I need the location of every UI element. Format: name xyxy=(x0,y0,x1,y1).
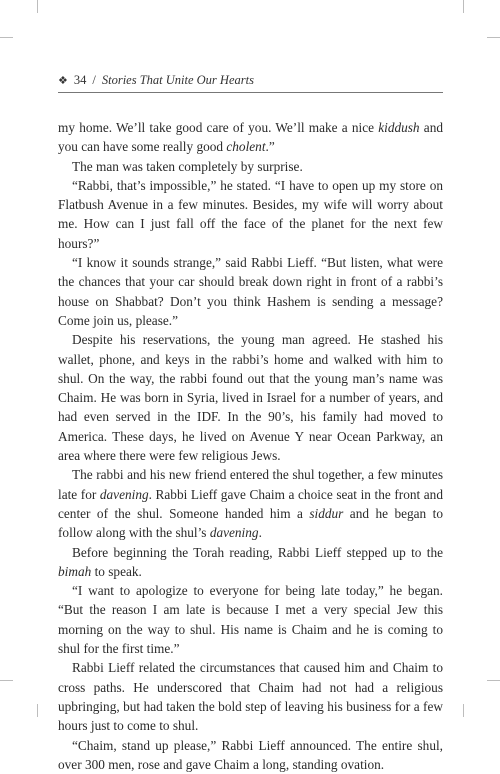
italic-term: davening xyxy=(100,487,149,502)
paragraph xyxy=(58,330,443,465)
paragraph xyxy=(58,157,443,176)
crop-mark xyxy=(37,704,38,717)
crop-mark xyxy=(37,0,38,13)
text-run: “Chaim, stand up please,” Rabbi Lieff announced. The entire shul, over 300 men, rose and gave Chaim a long, standing ovation. xyxy=(58,738,443,772)
text-run: . Rabbi Lieff gave Chaim a choice seat in the front and center of the shul. Someone handed him a xyxy=(58,487,443,521)
text-run: “Rabbi, that’s impossible,” he stated. “I have to open up my store on Flatbush Avenue in a few minutes. Besides, my wife will worry about me. How can I just fall off the face of the planet for the next few hours?” xyxy=(58,178,443,251)
running-head xyxy=(58,72,443,89)
italic-term: kiddush xyxy=(378,120,419,135)
page-number: 34 xyxy=(74,73,87,87)
crop-mark xyxy=(463,704,464,717)
paragraph xyxy=(58,253,443,330)
paragraph xyxy=(58,176,443,253)
italic-term: bimah xyxy=(58,564,91,579)
italic-term: siddur xyxy=(309,506,343,521)
text-run: . xyxy=(259,525,262,540)
text-run: Before beginning the Torah reading, Rabbi Lieff stepped up to the xyxy=(72,545,443,560)
text-run: The man was taken completely by surprise. xyxy=(72,159,303,174)
text-run: .” xyxy=(266,139,275,154)
text-run: and you can have some really good xyxy=(58,120,443,154)
crop-mark xyxy=(0,680,13,681)
paragraph xyxy=(58,658,443,735)
crop-mark xyxy=(487,680,500,681)
crop-mark xyxy=(0,37,13,38)
text-run: my home. We’ll take good care of you. We’ll make a nice xyxy=(58,120,378,135)
italic-term: cholent xyxy=(226,139,265,154)
text-run: The rabbi and his new friend entered the shul together, a few minutes late for xyxy=(58,467,443,501)
ornament-icon: ❖ xyxy=(58,75,68,87)
paragraph xyxy=(58,736,443,774)
crop-mark xyxy=(487,37,500,38)
paragraph xyxy=(58,118,443,157)
book-title: Stories That Unite Our Hearts xyxy=(102,73,254,87)
header-rule xyxy=(58,92,443,93)
paragraph xyxy=(58,465,443,542)
text-run: “I want to apologize to everyone for being late today,” he began. “But the reason I am late is because I met a very special Jew this morning on the way to shul. His name is Chaim and he is coming to shul for the first time.” xyxy=(58,583,443,656)
text-run: Despite his reservations, the young man agreed. He stashed his wallet, phone, and keys in the rabbi’s home and walked with him to shul. On the way, the rabbi found out that the young man’s name was Chaim. He was born in Syria, lived in Israel for a number of years, and had even served in the IDF. In the 90’s, his family had moved to America. These days, he lived on Avenue Y near Ocean Parkway, an area where there were few religious Jews. xyxy=(58,332,443,463)
body-text xyxy=(58,118,443,774)
text-run: Rabbi Lieff related the circumstances that caused him and Chaim to cross paths. He underscored that Chaim had not had a religious upbringing, but had taken the bold step of leaving his business for a few hours just to come to shul. xyxy=(58,660,443,733)
paragraph xyxy=(58,581,443,658)
paragraph xyxy=(58,543,443,582)
italic-term: davening xyxy=(210,525,259,540)
text-run: to speak. xyxy=(91,564,142,579)
header-separator: / xyxy=(92,73,95,87)
text-run: and he began to follow along with the shul’s xyxy=(58,506,443,540)
crop-mark xyxy=(463,0,464,13)
text-run: “I know it sounds strange,” said Rabbi Lieff. “But listen, what were the chances that your car should break down right in front of a rabbi’s house on Shabbat? Don’t you think Hashem is sending a message? Come join us, please.” xyxy=(58,255,443,328)
